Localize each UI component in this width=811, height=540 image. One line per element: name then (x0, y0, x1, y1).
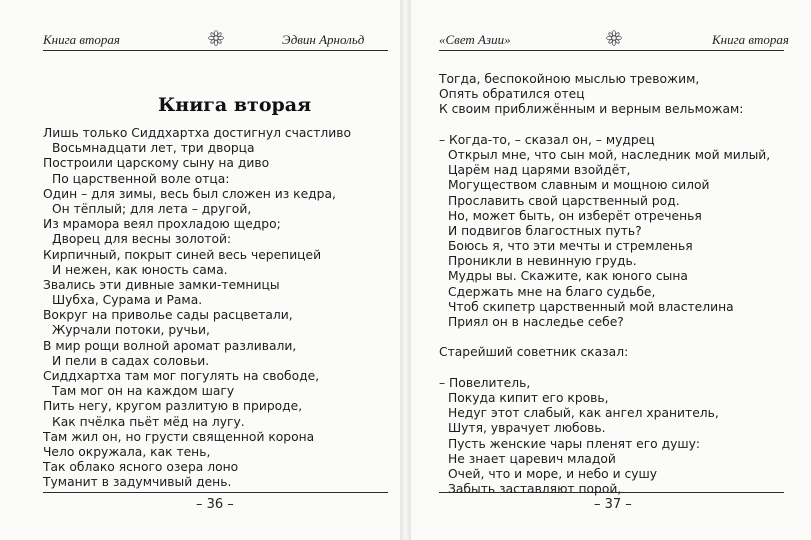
text-line (439, 361, 770, 376)
text-line: И нежен, как юность сама. (52, 262, 228, 277)
text-line: Могуществом славным и мощною силой (448, 178, 710, 193)
text-line: Журчали потоки, ручьи, (52, 323, 210, 338)
text-line: Как пчёлка пьёт мёд на лугу. (52, 414, 245, 429)
footer-divider (43, 492, 388, 493)
text-line: Сиддхартха там мог погулять на свободе, (43, 369, 320, 383)
page-number-right: – 37 – (594, 497, 632, 512)
text-line: Шутя, уврачует любовь. (448, 421, 606, 436)
text-line: Чело окружала, как тень, (43, 444, 211, 459)
text-line: Пусть женские чары пленят его душу: (448, 436, 701, 451)
book-gutter (400, 0, 411, 540)
text-line: И пели в садах соловьи. (52, 353, 210, 368)
left-page (0, 0, 400, 540)
text-line: Кирпичный, покрыт синей весь черепицей (43, 247, 322, 262)
text-line: Лишь только Сиддхартха достигнул счастливо (43, 126, 351, 140)
text-line: Пить негу, кругом разлитую в природе, (43, 399, 303, 414)
page-number-left: – 36 – (196, 497, 234, 512)
text-line: Так облако ясного озера лоно (43, 460, 239, 475)
text-line: Шубха, Сурама и Рама. (52, 293, 203, 308)
text-line: По царственной воле отца: (52, 171, 230, 186)
text-line: Построили царскому сыну на диво (43, 156, 270, 171)
text-line (439, 330, 770, 345)
flower-ornament-icon (605, 29, 623, 47)
left-poem-text (43, 126, 351, 491)
text-line: Но, может быть, он изберёт отреченья (448, 208, 702, 223)
text-line: Недуг этот слабый, как ангел хранитель, (448, 406, 719, 421)
header-divider (43, 50, 388, 51)
text-line: Прославить свой царственный род. (448, 193, 680, 208)
text-line: Звались эти дивные замки-темницы (43, 277, 280, 292)
text-line: – Повелитель, (439, 375, 531, 390)
right-running-head-title: «Свет Азии» (439, 32, 511, 47)
text-line: Опять обратился отец (439, 87, 585, 102)
left-running-head-title: Книга вторая (43, 32, 120, 47)
right-page (411, 0, 811, 540)
text-line: Не знает царевич младой (448, 451, 616, 466)
text-line: Старейший советник сказал: (439, 345, 629, 360)
chapter-title: Книга вторая (158, 94, 312, 116)
text-line: Из мрамора веял прохладою щедро; (43, 217, 281, 232)
text-line: К своим приближённым и верным вельможам: (439, 102, 744, 117)
text-line: Восьмнадцати лет, три дворца (52, 141, 255, 156)
text-line: Мудры вы. Скажите, как юного сына (448, 269, 688, 284)
text-line: Там жил он, но грусти священной корона (43, 429, 315, 444)
text-line: Боюсь я, что эти мечты и стремленья (448, 239, 693, 254)
text-line: Дворец для весны золотой: (52, 232, 232, 247)
text-line: Там мог он на каждом шагу (52, 384, 235, 399)
text-line: Тогда, беспокойною мыслью тревожим, (439, 72, 700, 86)
text-line: Туманит в задумчивый день. (43, 475, 232, 490)
text-line: Открыл мне, что сын мой, наследник мой милый, (448, 147, 771, 162)
text-line: – Когда-то, – сказал он, – мудрец (439, 132, 655, 147)
text-line: Сдержать мне на благо судьбе, (448, 284, 656, 299)
text-line: Очей, что и море, и небо и сушу (448, 466, 658, 481)
text-line: Один – для зимы, весь был сложен из кедра, (43, 186, 336, 201)
text-line: Он тёплый; для лета – другой, (52, 201, 252, 216)
right-running-head-section: Книга вторая (712, 32, 789, 47)
text-line: Чтоб скипетр царственный мой властелина (448, 299, 734, 314)
text-line (439, 118, 770, 133)
text-line: Проникли в невинную грудь. (448, 254, 637, 269)
text-line: Царём над царями взойдёт, (448, 163, 631, 178)
text-line: В мир рощи волной аромат разливали, (43, 338, 297, 353)
header-divider (439, 50, 784, 51)
text-line: Вокруг на приволье сады расцветали, (43, 308, 293, 323)
left-running-head-author: Эдвин Арнольд (282, 32, 365, 47)
right-poem-text (439, 72, 770, 497)
text-line: Забыть заставляют порой, (448, 482, 622, 497)
flower-ornament-icon (207, 29, 225, 47)
text-line: И подвигов благостных путь? (448, 223, 642, 238)
text-line: Приял он в наследье себе? (448, 315, 624, 329)
text-line: Покуда кипит его кровь, (448, 390, 609, 405)
footer-divider (439, 492, 784, 493)
